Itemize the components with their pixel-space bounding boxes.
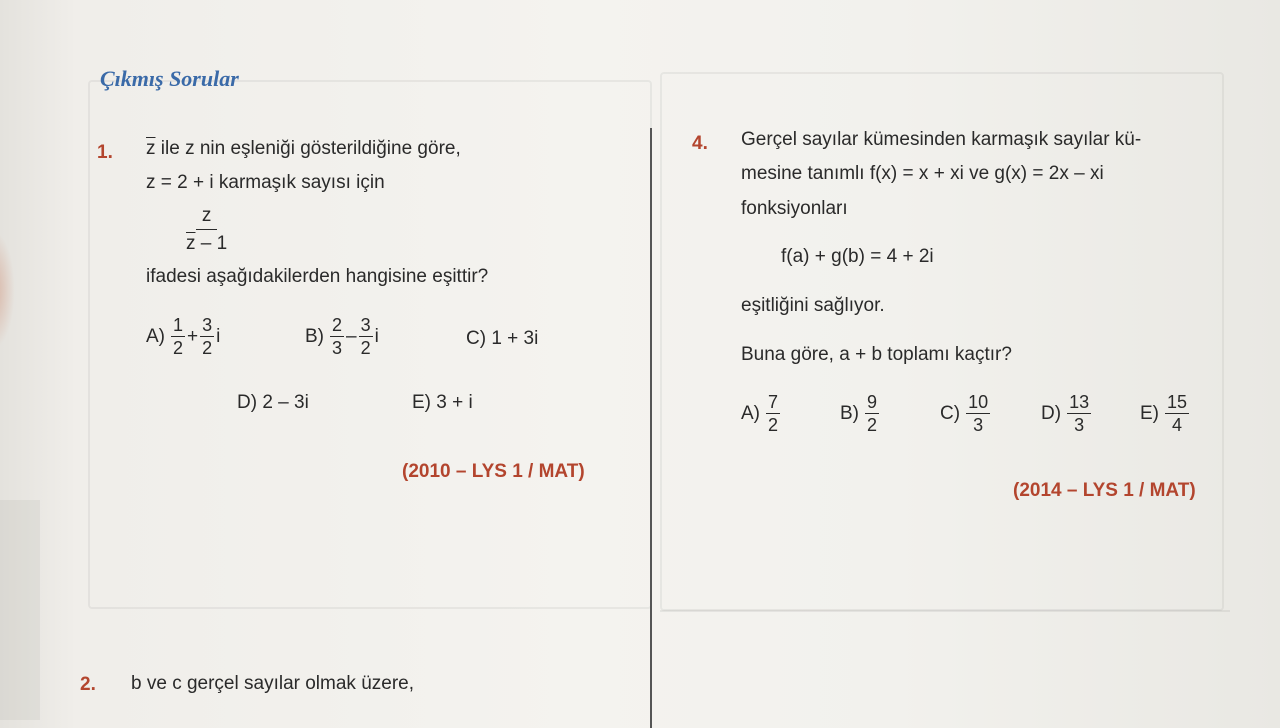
option-a-fraction bbox=[766, 393, 780, 434]
question-1-number: 1. bbox=[97, 142, 113, 163]
fraction-denominator: 3 bbox=[973, 415, 984, 435]
question-1-option-d[interactable]: D) 2 – 3i bbox=[237, 392, 309, 413]
option-a-label: A) bbox=[146, 325, 165, 347]
option-a-fraction-1 bbox=[171, 316, 185, 357]
expression-numerator: z bbox=[196, 206, 218, 230]
z-conjugate: $\overline{z}$ bbox=[146, 138, 156, 159]
option-c-fraction bbox=[966, 393, 990, 434]
fraction-numerator: 3 bbox=[360, 315, 371, 335]
ghost-box-right bbox=[660, 72, 1224, 611]
option-c-label: C) bbox=[940, 402, 961, 424]
question-1-line-1-text: ile z nin eşleniği gösterildiğine göre, bbox=[160, 138, 461, 159]
option-a-operator: + bbox=[187, 325, 199, 347]
fraction-numerator: 2 bbox=[332, 315, 343, 335]
finger-shadow bbox=[0, 230, 15, 350]
option-b-label: B) bbox=[840, 402, 859, 424]
fraction-numerator: 10 bbox=[968, 392, 989, 412]
fraction-denominator: 2 bbox=[360, 338, 371, 358]
question-4-line-3: fonksiyonları bbox=[741, 198, 848, 219]
ghost-rule-right bbox=[660, 610, 1230, 612]
fraction-numerator: 15 bbox=[1167, 392, 1188, 412]
question-4-option-d[interactable] bbox=[1041, 393, 1093, 434]
option-b-operator: – bbox=[346, 325, 357, 347]
question-1-option-e[interactable]: E) 3 + i bbox=[412, 392, 473, 413]
option-b-fraction bbox=[865, 393, 879, 434]
question-4-source: (2014 – LYS 1 / MAT) bbox=[1013, 480, 1196, 501]
question-1-option-c[interactable]: C) 1 + 3i bbox=[466, 328, 539, 349]
option-d-fraction bbox=[1067, 393, 1091, 434]
question-4-equation: f(a) + g(b) = 4 + 2i bbox=[781, 246, 934, 267]
fraction-numerator: 1 bbox=[173, 315, 184, 335]
fraction-denominator: 2 bbox=[867, 415, 878, 435]
question-4-number: 4. bbox=[692, 133, 708, 154]
option-e-label: E) bbox=[1140, 402, 1159, 424]
expression-denominator-z: $\overline{z}$ bbox=[186, 233, 196, 254]
question-1-option-a[interactable] bbox=[146, 316, 220, 357]
fraction-numerator: 7 bbox=[768, 392, 779, 412]
fraction-denominator: 2 bbox=[768, 415, 779, 435]
question-1-line-2: z = 2 + i karmaşık sayısı için bbox=[146, 172, 385, 193]
question-4-line-1: Gerçel sayılar kümesinden karmaşık sayılar kü- bbox=[741, 129, 1142, 150]
question-4-line-4: eşitliğini sağlıyor. bbox=[741, 295, 885, 316]
option-b-fraction-1 bbox=[330, 316, 344, 357]
fraction-numerator: 3 bbox=[202, 315, 213, 335]
option-e-fraction bbox=[1165, 393, 1189, 434]
fraction-denominator: 2 bbox=[202, 338, 213, 358]
option-a-label: A) bbox=[741, 402, 760, 424]
question-4-option-e[interactable] bbox=[1140, 393, 1191, 434]
question-4-option-a[interactable] bbox=[741, 393, 782, 434]
question-4-option-b[interactable] bbox=[840, 393, 881, 434]
question-1-line-3: ifadesi aşağıdakilerden hangisine eşittir? bbox=[146, 266, 489, 287]
fraction-numerator: 13 bbox=[1069, 392, 1090, 412]
question-1-source: (2010 – LYS 1 / MAT) bbox=[402, 461, 585, 482]
option-b-suffix: i bbox=[374, 325, 379, 347]
question-1-line-1 bbox=[146, 138, 461, 160]
question-1-option-b[interactable] bbox=[305, 316, 379, 357]
column-divider bbox=[650, 128, 652, 728]
expression-denominator-rest: – 1 bbox=[200, 233, 228, 254]
fraction-denominator: 3 bbox=[1074, 415, 1085, 435]
question-2-text: b ve c gerçel sayılar olmak üzere, bbox=[131, 673, 415, 694]
fraction-denominator: 3 bbox=[332, 338, 343, 358]
option-b-label: B) bbox=[305, 325, 324, 347]
page-shadow bbox=[0, 500, 40, 720]
option-d-label: D) bbox=[1041, 402, 1062, 424]
question-4-line-5: Buna göre, a + b toplamı kaçtır? bbox=[741, 344, 1012, 365]
expression-denominator bbox=[186, 230, 227, 253]
fraction-denominator: 4 bbox=[1172, 415, 1183, 435]
fraction-numerator: 9 bbox=[867, 392, 878, 412]
question-4-option-c[interactable] bbox=[940, 393, 992, 434]
question-1-expression bbox=[186, 206, 227, 253]
fraction-denominator: 2 bbox=[173, 338, 184, 358]
option-a-fraction-2 bbox=[200, 316, 214, 357]
question-4-line-2: mesine tanımlı f(x) = x + xi ve g(x) = 2x – xi bbox=[741, 163, 1104, 184]
option-a-suffix: i bbox=[216, 325, 221, 347]
section-title: Çıkmış Sorular bbox=[100, 66, 239, 91]
question-2-number: 2. bbox=[80, 674, 96, 695]
option-b-fraction-2 bbox=[359, 316, 373, 357]
